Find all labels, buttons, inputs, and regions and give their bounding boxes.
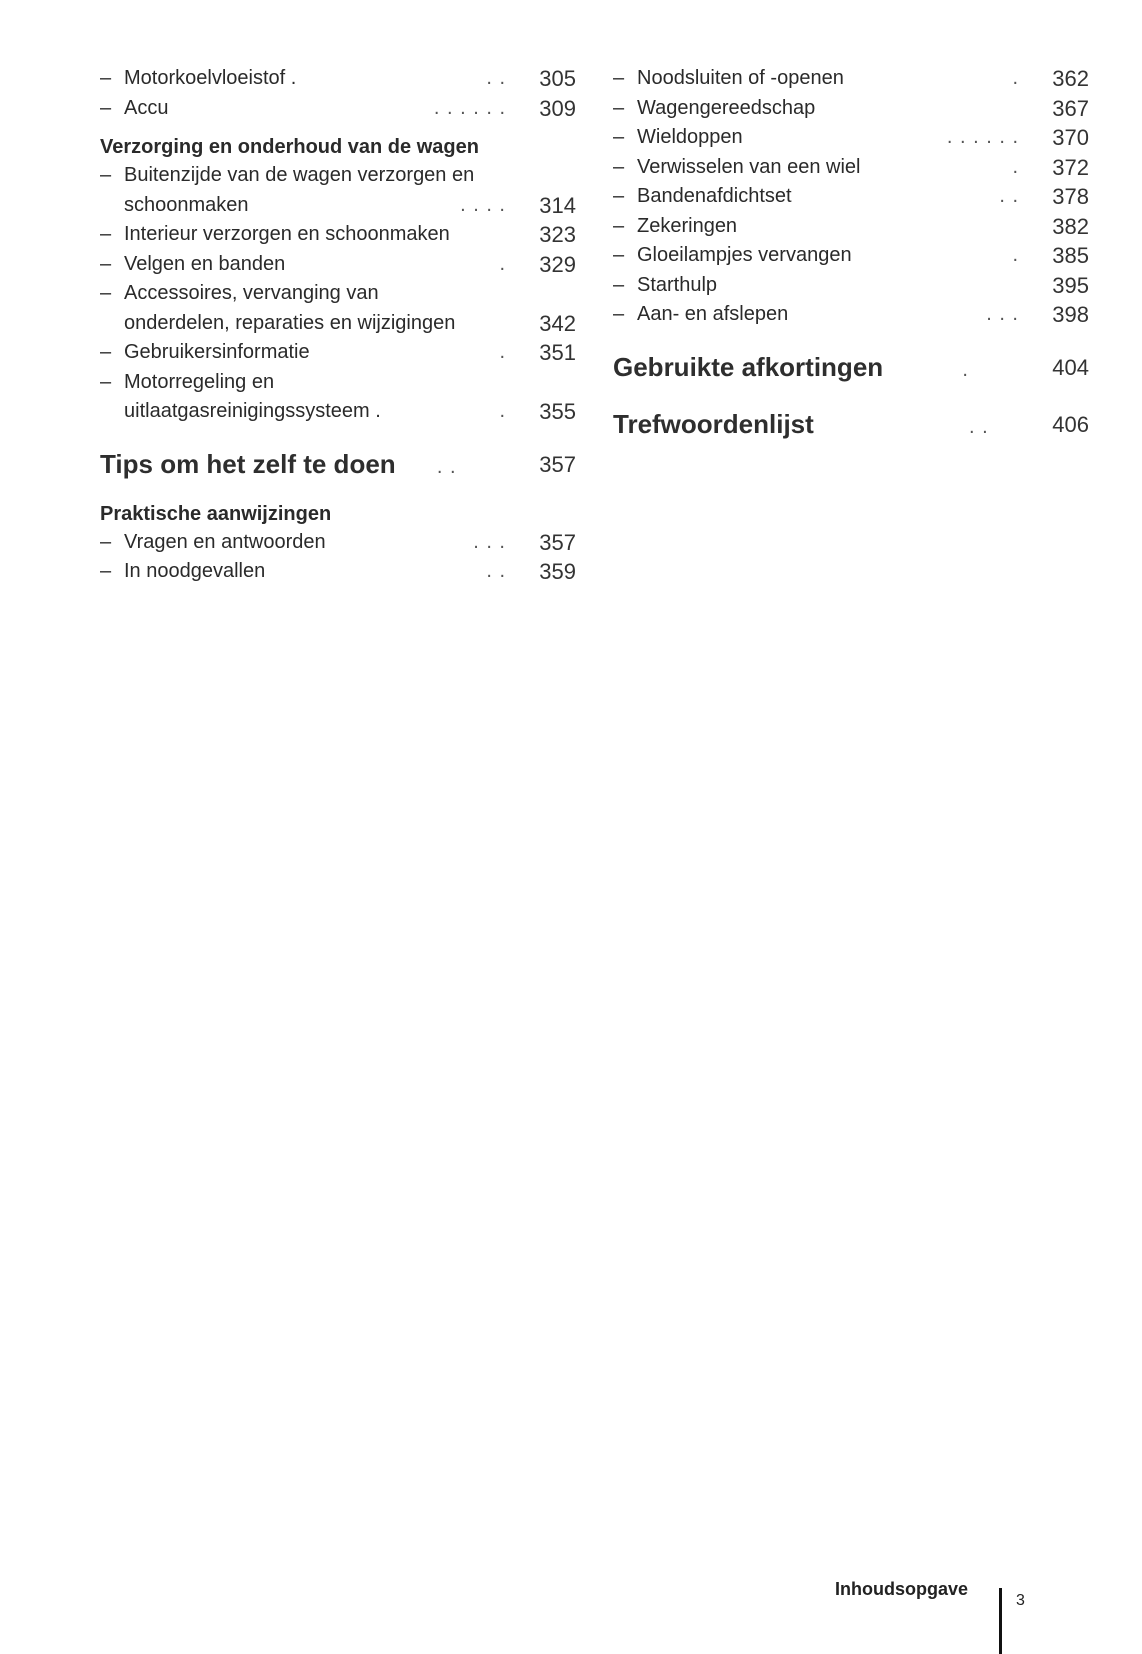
dash-bullet: –: [100, 164, 112, 186]
entry-text: Buitenzijde van de wagen verzorgen en: [124, 164, 475, 186]
dash-bullet: –: [100, 223, 112, 245]
entry-text: Verwisselen van een wiel: [637, 155, 861, 178]
toc-entry[interactable]: [100, 94, 576, 124]
page-number: 329: [539, 251, 576, 277]
leader-dots: .: [1012, 155, 1019, 178]
leader-dots: . .: [486, 67, 506, 89]
toc-right-column: [613, 64, 1089, 444]
toc-entry[interactable]: [100, 338, 576, 368]
dash-bullet: –: [100, 96, 112, 119]
page-number: 404: [1052, 354, 1089, 380]
entry-text: Wagengereedschap: [637, 96, 816, 119]
dash-bullet: –: [100, 341, 112, 363]
chapter-title: Tips om het zelf te doen: [100, 448, 396, 479]
dash-bullet: –: [613, 303, 625, 325]
toc-entry[interactable]: [100, 250, 576, 280]
dash-bullet: –: [613, 155, 625, 178]
entry-text: schoonmaken: [124, 193, 249, 216]
leader-dots: . . . .: [460, 193, 506, 216]
entry-text: Motorregeling en: [124, 370, 275, 393]
entry-text: uitlaatgasreinigingssysteem .: [124, 400, 381, 422]
footer-divider: [999, 1588, 1002, 1654]
toc-left-column: [100, 64, 576, 587]
toc-entry[interactable]: [100, 279, 576, 338]
toc-entry[interactable]: [613, 300, 1089, 330]
page-number: 357: [539, 451, 576, 477]
toc-entry[interactable]: [613, 153, 1089, 183]
entry-text: Vragen en antwoorden: [124, 530, 326, 553]
dash-bullet: –: [613, 96, 625, 119]
entry-text: Motorkoelvloeistof .: [124, 67, 297, 89]
entry-text: Gebruikersinformatie: [124, 341, 310, 363]
page-number: 323: [539, 222, 576, 247]
right-group-1: [613, 64, 1089, 330]
page-number: 406: [1052, 411, 1089, 437]
page-number: 355: [539, 399, 576, 424]
leader-dots: .: [1012, 244, 1019, 266]
dash-bullet: –: [100, 530, 112, 553]
toc-entry[interactable]: [100, 528, 576, 558]
toc-entry[interactable]: [613, 271, 1089, 301]
leader-dots: .: [1012, 67, 1019, 89]
entry-text: Interieur verzorgen en schoonmaken: [124, 223, 450, 245]
dash-bullet: –: [613, 244, 625, 266]
toc-entry[interactable]: [613, 64, 1089, 94]
toc-entry[interactable]: [100, 220, 576, 250]
dash-bullet: –: [100, 560, 112, 582]
toc-entry[interactable]: [613, 94, 1089, 124]
dash-bullet: –: [613, 185, 625, 207]
footer-section-label: Inhoudsopgave: [834, 1579, 968, 1599]
toc-entry[interactable]: [100, 557, 576, 587]
dash-bullet: –: [100, 370, 112, 393]
page-number: 395: [1052, 272, 1089, 298]
page-number: 342: [539, 310, 576, 336]
page-number: 314: [539, 192, 576, 218]
page-number: 372: [1052, 154, 1089, 180]
leader-dots: . . .: [473, 530, 506, 553]
entry-text: Velgen en banden: [124, 252, 286, 275]
leader-dots: . .: [999, 185, 1019, 207]
leader-dots: . . . . . .: [433, 96, 506, 119]
page-number: 305: [539, 66, 576, 91]
dash-bullet: –: [613, 67, 625, 89]
leader-dots: . .: [436, 455, 457, 478]
entry-text: Accu: [124, 96, 169, 119]
leader-dots: .: [499, 341, 506, 363]
page-number: 370: [1052, 125, 1089, 150]
page-number: 367: [1052, 95, 1089, 121]
leader-dots: . .: [969, 415, 989, 438]
dash-bullet: –: [100, 252, 112, 275]
toc-entry[interactable]: [100, 368, 576, 427]
leader-dots: . .: [486, 560, 506, 582]
toc-entry[interactable]: [613, 123, 1089, 153]
left-group-2: [100, 161, 576, 427]
entry-text: In noodgevallen: [124, 560, 266, 582]
left-group-3: [100, 528, 576, 587]
toc-entry[interactable]: [100, 64, 576, 94]
page-number: 382: [1052, 213, 1089, 239]
leader-dots: .: [962, 358, 969, 381]
entry-text: Aan- en afslepen: [637, 303, 789, 325]
leader-dots: .: [499, 400, 506, 422]
entry-text: onderdelen, reparaties en wijzigingen: [124, 311, 456, 334]
chapter-title: Trefwoordenlijst: [613, 408, 814, 439]
dash-bullet: –: [613, 126, 625, 148]
dash-bullet: –: [613, 273, 625, 296]
page-number: 385: [1052, 243, 1089, 268]
entry-text: Wieldoppen: [637, 126, 743, 148]
chapter-heading-tips[interactable]: [100, 447, 576, 484]
toc-entry[interactable]: [613, 212, 1089, 242]
page-number: 378: [1052, 184, 1089, 209]
section-title-practical: Praktische aanwijzingen: [100, 502, 332, 525]
leader-dots: .: [499, 252, 506, 275]
section-title-care-maintenance: Verzorging en onderhoud van de wagen: [100, 136, 479, 158]
chapter-heading-index[interactable]: [613, 407, 1089, 444]
page-number: 351: [539, 340, 576, 365]
page-number: 357: [539, 529, 576, 555]
leader-dots: . . .: [986, 303, 1019, 325]
dash-bullet: –: [100, 282, 112, 304]
entry-text: Bandenafdichtset: [637, 185, 792, 207]
page-number: 359: [539, 559, 576, 584]
dash-bullet: –: [100, 67, 112, 89]
chapter-title: Gebruikte afkortingen: [613, 351, 884, 382]
toc-entry[interactable]: [100, 161, 576, 220]
toc-entry[interactable]: [613, 182, 1089, 212]
entry-text: Zekeringen: [637, 214, 738, 237]
footer-page-number: 3: [1016, 1592, 1025, 1609]
entry-text: Gloeilampjes vervangen: [637, 244, 852, 266]
entry-text: Accessoires, vervanging van: [124, 282, 379, 304]
toc-entry[interactable]: [613, 241, 1089, 271]
entry-text: Starthulp: [637, 273, 718, 296]
left-group-1: [100, 64, 576, 123]
chapter-heading-abbreviations[interactable]: [613, 350, 1089, 387]
page-number: 309: [539, 95, 576, 121]
page-number: 362: [1052, 66, 1089, 91]
dash-bullet: –: [613, 214, 625, 237]
entry-text: Noodsluiten of -openen: [637, 67, 844, 89]
page-number: 398: [1052, 302, 1089, 327]
leader-dots: . . . . . .: [946, 126, 1019, 148]
